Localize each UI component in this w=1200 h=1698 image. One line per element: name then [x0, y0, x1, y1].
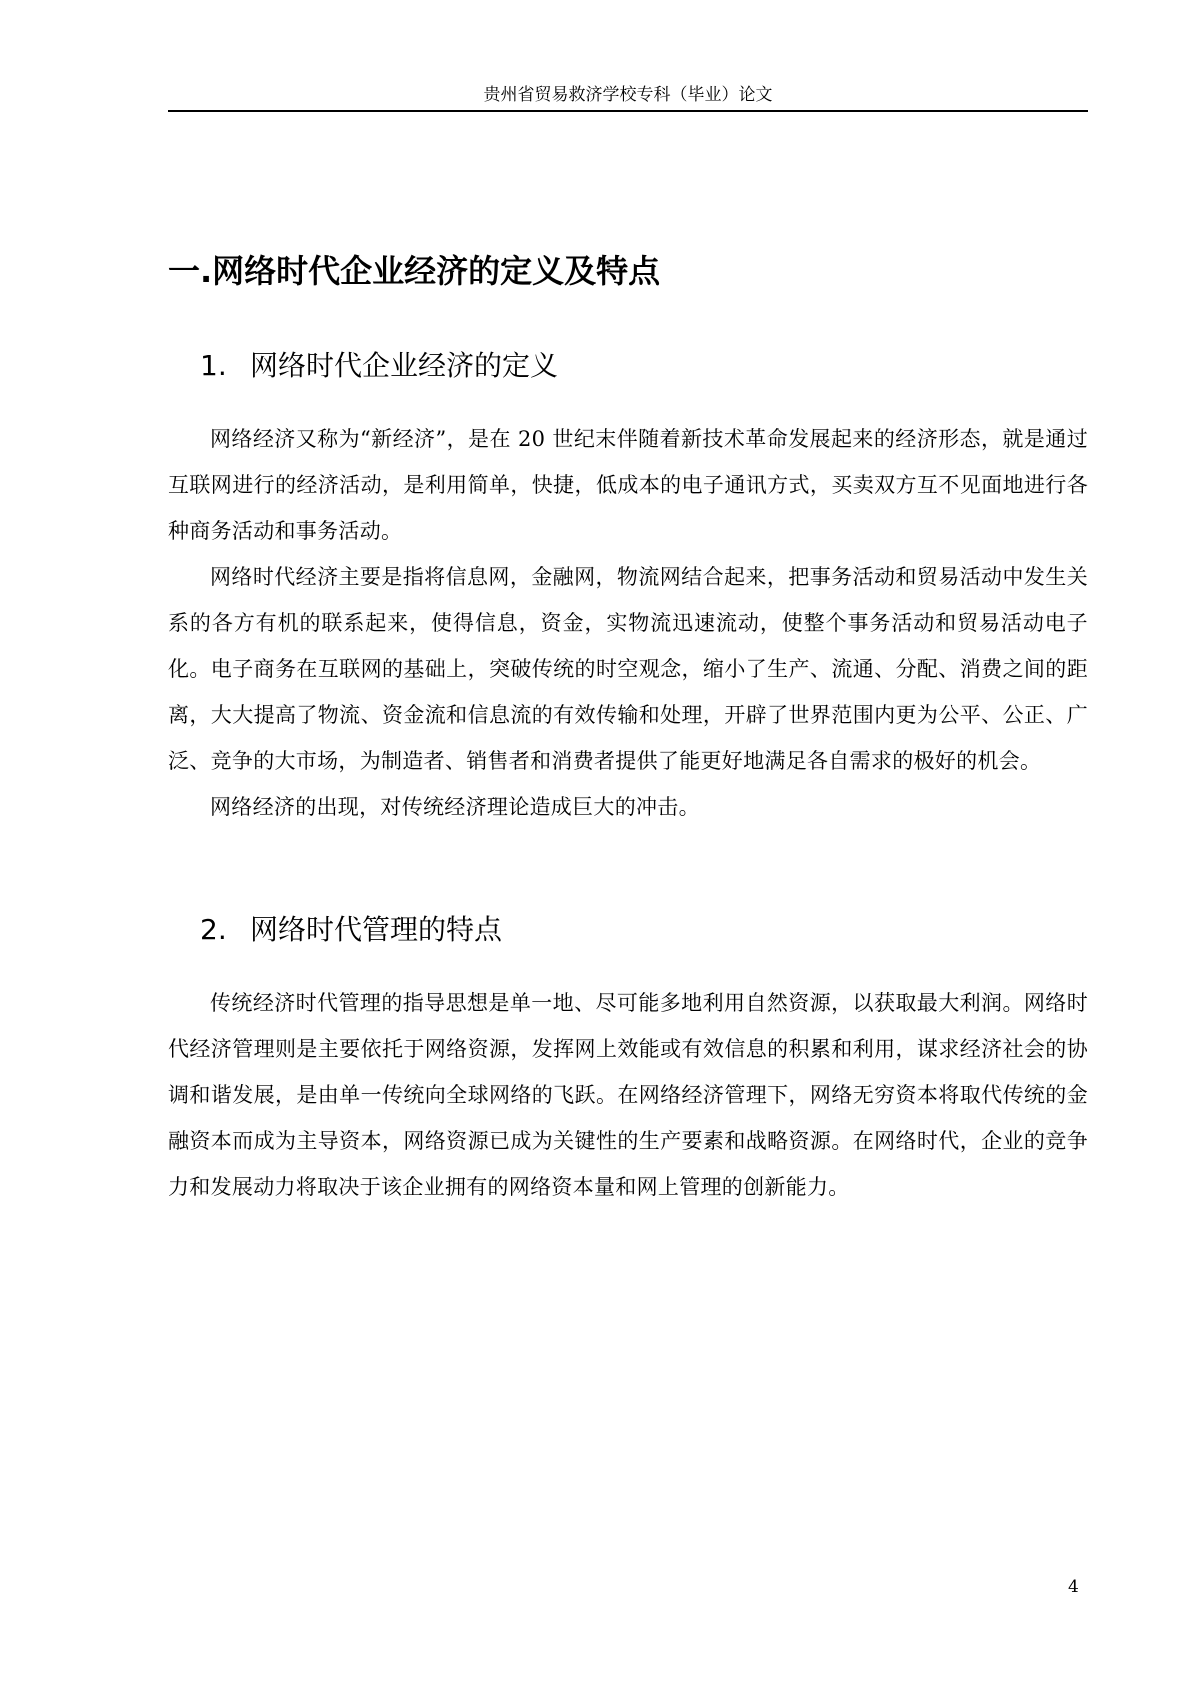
page-number: 4 — [1068, 1577, 1079, 1597]
section-2-heading-text: 网络时代管理的特点 — [250, 913, 503, 946]
chapter-title: 一.网络时代企业经济的定义及特点 — [168, 252, 661, 290]
section-1-title — [200, 346, 1080, 386]
running-header: 贵州省贸易救济学校专科（毕业）论文 — [483, 85, 773, 105]
header-rule — [168, 110, 1088, 112]
section-1-paragraph-1: 网络经济又称为“新经济”，是在 20 世纪末伴随着新技术革命发展起来的经济形态，就是通过互联网进行的经济活动，是利用简单，快捷，低成本的电子通讯方式，买卖双方互不见面地进行各种商务活动和事务活动。 — [168, 427, 1088, 543]
section-2-paragraph-1: 传统经济时代管理的指导思想是单一地、尽可能多地利用自然资源，以获取最大利润。网络时代经济管理则是主要依托于网络资源，发挥网上效能或有效信息的积累和利用，谋求经济社会的协调和谐发展，是由单一传统向全球网络的飞跃。在网络经济管理下，网络无穷资本将取代传统的金融资本而成为主导资本，网络资源已成为关键性的生产要素和战略资源。在网络时代，企业的竞争力和发展动力将取决于该企业拥有的网络资本量和网上管理的创新能力。 — [168, 991, 1088, 1199]
section-2-number: 2. — [200, 913, 227, 946]
section-1-number: 1. — [200, 349, 227, 382]
section-1-heading-text: 网络时代企业经济的定义 — [250, 349, 559, 382]
section-2-body — [168, 980, 1088, 1210]
section-2-title — [200, 910, 1080, 950]
section-1-paragraph-2: 网络时代经济主要是指将信息网，金融网，物流网结合起来，把事务活动和贸易活动中发生关系的各方有机的联系起来，使得信息，资金，实物流迅速流动，使整个事务活动和贸易活动电子化。电子商务在互联网的基础上，突破传统的时空观念，缩小了生产、流通、分配、消费之间的距离，大大提高了物流、资金流和信息流的有效传输和处理，开辟了世界范围内更为公平、公正、广泛、竞争的大市场，为制造者、销售者和消费者提供了能更好地满足各自需求的极好的机会。 — [168, 565, 1088, 773]
section-1-body — [168, 416, 1088, 830]
section-1-paragraph-3: 网络经济的出现，对传统经济理论造成巨大的冲击。 — [210, 795, 700, 819]
